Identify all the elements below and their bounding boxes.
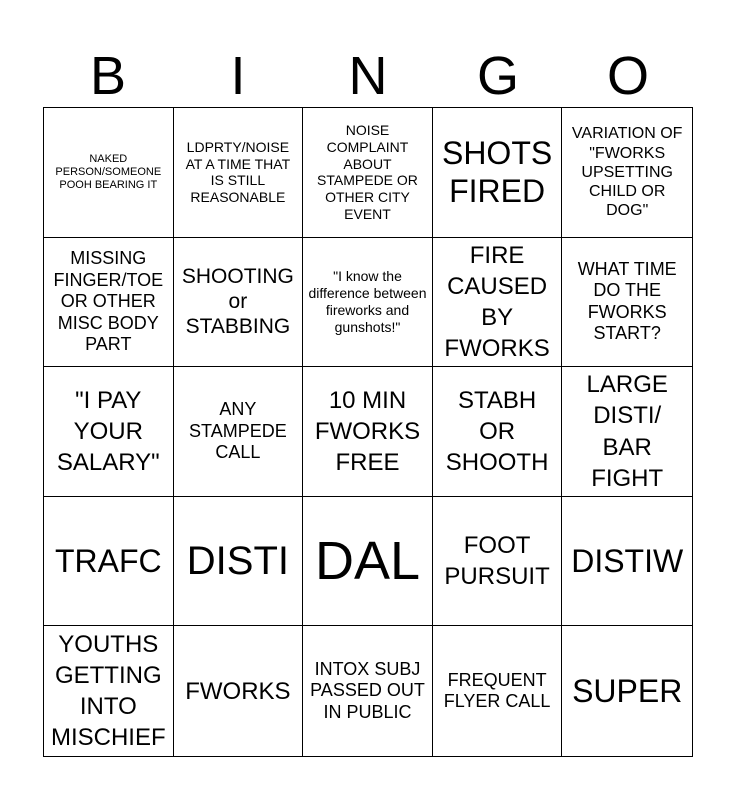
bingo-cell[interactable] [44, 497, 174, 627]
bingo-cell[interactable] [562, 367, 692, 497]
bingo-cell[interactable] [303, 367, 433, 497]
cell-text: FREQUENT FLYER CALL [443, 669, 551, 712]
cell-text: VARIATION OF "FWORKS UPSETTING CHILD OR DOG" [571, 125, 683, 220]
cell-text: TRAFC [54, 542, 162, 579]
cell-text: FWORKS [185, 677, 291, 705]
bingo-cell[interactable] [562, 497, 692, 627]
bingo-cell[interactable] [433, 367, 563, 497]
bingo-cell[interactable] [303, 497, 433, 627]
cell-text: NAKED PERSON/SOMEONE POOH BEARING IT [55, 152, 162, 191]
cell-text: DISTI [186, 539, 289, 584]
cell-text: LARGE DISTI/ BAR FIGHT [586, 371, 668, 492]
cell-text: LDPRTY/NOISE AT A TIME THAT IS STILL REASONABLE [185, 138, 291, 206]
bingo-cell[interactable] [44, 626, 174, 756]
bingo-board [43, 107, 693, 757]
cell-text: STABH OR SHOOTH [445, 386, 549, 477]
bingo-cell[interactable] [562, 108, 692, 238]
bingo-cell[interactable] [174, 626, 304, 756]
bingo-cell[interactable] [44, 367, 174, 497]
header-letter-n: N [348, 46, 388, 106]
cell-text: DISTIW [571, 542, 684, 579]
cell-text: WHAT TIME DO THE FWORKS START? [577, 258, 677, 344]
bingo-cell[interactable] [433, 108, 563, 238]
bingo-cell[interactable] [562, 626, 692, 756]
header-letter-i: I [230, 46, 246, 106]
bingo-cell[interactable] [174, 367, 304, 497]
bingo-cell[interactable] [174, 108, 304, 238]
cell-text: 10 MIN FWORKS FREE [314, 386, 421, 477]
bingo-cell[interactable] [174, 238, 304, 368]
cell-text: SHOTS FIRED [441, 134, 553, 210]
bingo-cell[interactable] [174, 497, 304, 627]
header-letter-o: O [606, 46, 649, 106]
header-letter-b: B [89, 46, 127, 106]
bingo-header [43, 44, 693, 108]
bingo-cell[interactable] [562, 238, 692, 368]
cell-text: DAL [314, 530, 421, 591]
cell-text: "I PAY YOUR SALARY" [56, 386, 160, 477]
cell-text: FOOT PURSUIT [444, 531, 550, 591]
cell-text: YOUTHS GETTING INTO MISCHIEF [50, 630, 166, 752]
bingo-cell[interactable] [303, 108, 433, 238]
bingo-cell[interactable] [44, 108, 174, 238]
cell-text: ANY STAMPEDE CALL [189, 399, 287, 463]
cell-text: SUPER [572, 673, 683, 709]
cell-text: SHOOTING or STABBING [181, 265, 294, 339]
cell-text: NOISE COMPLAINT ABOUT STAMPEDE OR OTHER CITY EVENT [317, 121, 418, 222]
bingo-cell[interactable] [303, 626, 433, 756]
bingo-cell[interactable] [433, 497, 563, 627]
cell-text: INTOX SUBJ PASSED OUT IN PUBLIC [310, 658, 425, 722]
bingo-cell[interactable] [303, 238, 433, 368]
cell-text: MISSING FINGER/TOE OR OTHER MISC BODY PART [53, 247, 164, 355]
header-letter-g: G [476, 46, 519, 106]
bingo-cell[interactable] [433, 238, 563, 368]
bingo-cell[interactable] [433, 626, 563, 756]
bingo-cell[interactable] [44, 238, 174, 368]
cell-text: "I know the difference between fireworks and gunshots!" [308, 268, 427, 335]
cell-text: FIRE CAUSED BY FWORKS [444, 241, 550, 363]
